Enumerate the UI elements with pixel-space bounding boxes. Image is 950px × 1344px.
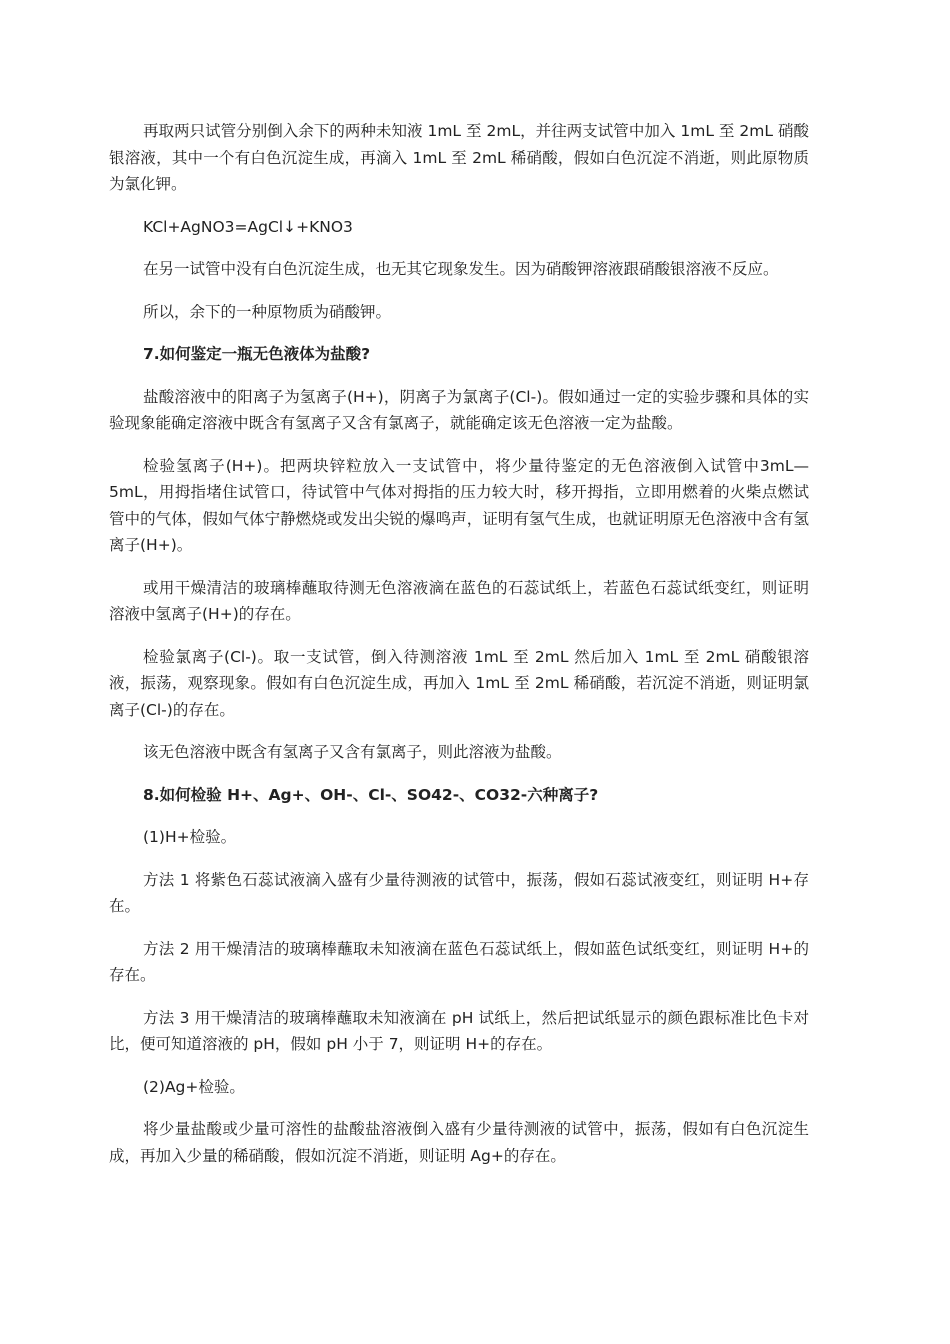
paragraph: 或用干燥清洁的玻璃棒蘸取待测无色溶液滴在蓝色的石蕊试纸上，若蓝色石蕊试纸变红，则证明溶液中氢离子(H+)的存在。 [109,578,809,623]
paragraph: 方法 3 用干燥清洁的玻璃棒蘸取未知液滴在 pH 试纸上，然后把试纸显示的颜色跟标准比色卡对比，便可知道溶液的 pH，假如 pH 小于 7，则证明 H+的存在。 [109,1008,809,1053]
subsection-label: (2)Ag+检验。 [143,1077,245,1096]
paragraph: 所以，余下的一种原物质为硝酸钾。 [143,302,392,321]
paragraph: 检验氯离子(Cl-)。取一支试管，倒入待测溶液 1mL 至 2mL 然后加入 1mL 至 2mL 硝酸银溶液，振荡，观察现象。假如有白色沉淀生成，再加入 1mL 至 2mL 稀硝酸，若沉淀不消逝，则证明氯离子(Cl-)的存在。 [109,647,809,719]
paragraph: 盐酸溶液中的阳离子为氢离子(H+)，阴离子为氯离子(Cl-)。假如通过一定的实验步骤和具体的实验现象能确定溶液中既含有氢离子又含有氯离子，就能确定该无色溶液一定为盐酸。 [109,387,809,432]
paragraph: 该无色溶液中既含有氢离子又含有氯离子，则此溶液为盐酸。 [143,743,562,761]
paragraph: 再取两只试管分别倒入余下的两种未知液 1mL 至 2mL，并往两支试管中加入 1mL 至 2mL 硝酸银溶液，其中一个有白色沉淀生成，再滴入 1mL 至 2mL 稀硝酸，假如白色沉淀不消逝，则此原物质为氯化钾。 [109,122,809,193]
paragraph: 在另一试管中没有白色沉淀生成，也无其它现象发生。因为硝酸钾溶液跟硝酸银溶液不反应。 [143,260,779,278]
paragraph: 将少量盐酸或少量可溶性的盐酸盐溶液倒入盛有少量待测液的试管中，振荡，假如有白色沉淀生成，再加入少量的稀硝酸，假如沉淀不消逝，则证明 Ag+的存在。 [109,1120,809,1165]
paragraph-equation: KCl+AgNO3=AgCl↓+KNO3 [143,217,353,236]
subsection-label: (1)H+检验。 [143,828,237,846]
section-heading: 8.如何检验 H+、Ag+、OH-、Cl-、SO42-、CO32-六种离子? [143,785,599,804]
document-body [109,118,809,1185]
section-heading: 7.如何鉴定一瓶无色液体为盐酸? [143,345,371,363]
paragraph: 检验氢离子(H+)。把两块锌粒放入一支试管中，将少量待鉴定的无色溶液倒入试管中3mL—5mL，用拇指堵住试管口，待试管中气体对拇指的压力较大时，移开拇指，立即用燃着的火柴点燃试管中的气体，假如气体宁静燃烧或发出尖锐的爆鸣声，证明有氢气生成，也就证明原无色溶液中含有氢离子(H+)。 [109,456,809,554]
paragraph: 方法 2 用干燥清洁的玻璃棒蘸取未知液滴在蓝色石蕊试纸上，假如蓝色试纸变红，则证明 H+的存在。 [109,939,809,984]
paragraph: 方法 1 将紫色石蕊试液滴入盛有少量待测液的试管中，振荡，假如石蕊试液变红，则证明 H+存在。 [109,870,809,915]
